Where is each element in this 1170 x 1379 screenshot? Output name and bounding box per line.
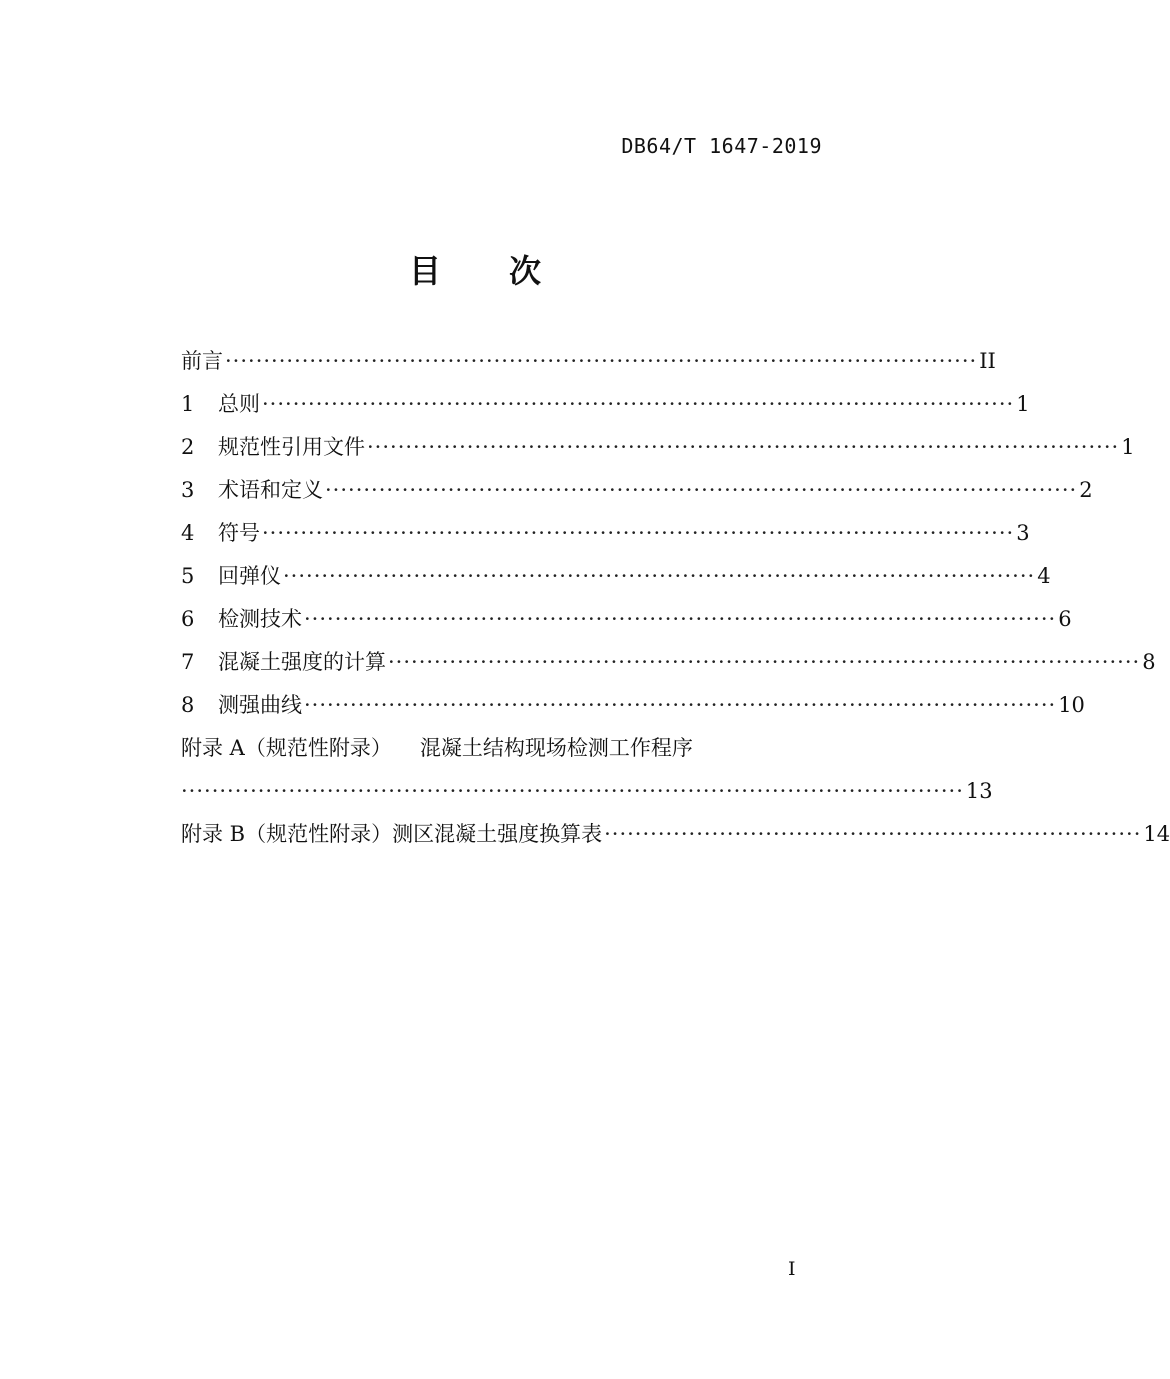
- toc-entry-label: 总则: [218, 392, 260, 416]
- toc-entry-number: 1: [181, 392, 195, 416]
- toc-leader-dots: ······································································································: [181, 779, 964, 803]
- toc-entry-page: 6: [1058, 607, 1072, 631]
- toc-entry-page: 3: [1016, 521, 1030, 545]
- toc-leader-dots: ··································································································: [367, 435, 1120, 459]
- toc-entry-page: 8: [1142, 650, 1156, 674]
- toc-entry-page: 1: [1016, 392, 1030, 416]
- toc-entry-7[interactable]: [181, 641, 1156, 684]
- toc-entry-label: 符号: [218, 521, 260, 545]
- toc-leader-dots: ··································································································: [262, 392, 1015, 416]
- appendix-b-prefix: 附录 B（规范性附录）: [181, 822, 393, 846]
- toc-entry-page: 10: [1058, 693, 1085, 717]
- toc-leader-dots: ··································································································: [325, 478, 1078, 502]
- toc-entry-3[interactable]: [181, 469, 1093, 512]
- toc-entry-8[interactable]: [181, 684, 1085, 727]
- toc-leader-dots: ··································································································: [262, 521, 1015, 545]
- toc-entry-label: 测强曲线: [218, 693, 302, 717]
- appendix-b-title: 测区混凝土强度换算表: [392, 822, 603, 846]
- appendix-a-prefix: 附录 A（规范性附录）: [181, 736, 392, 760]
- table-of-contents: [181, 340, 1170, 856]
- toc-entry-6[interactable]: [181, 598, 1072, 641]
- toc-entry-number: 5: [181, 564, 195, 588]
- toc-entry-number: 8: [181, 693, 195, 717]
- toc-entry-number: 4: [181, 521, 195, 545]
- toc-entry-number: 3: [181, 478, 195, 502]
- toc-entry-page: 1: [1121, 435, 1135, 459]
- toc-leader-dots: ··································································································: [304, 607, 1057, 631]
- page-number: I: [788, 1258, 796, 1280]
- toc-leader-dots: ··································································································: [304, 693, 1057, 717]
- toc-entry-appendix-b[interactable]: [181, 813, 1170, 856]
- toc-entry-number: 2: [181, 435, 195, 459]
- toc-entry-4[interactable]: [181, 512, 1030, 555]
- toc-entry-number: 6: [181, 607, 195, 631]
- toc-leader-dots: ······································································: [604, 822, 1142, 846]
- appendix-a-leader-line: [181, 770, 993, 813]
- appendix-a-page: 13: [965, 779, 993, 803]
- toc-entry-2[interactable]: [181, 426, 1135, 469]
- toc-entry-label: 回弹仪: [218, 564, 281, 588]
- toc-leader-dots: ··································································································: [283, 564, 1036, 588]
- toc-entry-label: 检测技术: [218, 607, 302, 631]
- toc-entry-label: 混凝土强度的计算: [218, 650, 386, 674]
- toc-title: [0, 246, 950, 292]
- toc-entry-foreword[interactable]: [181, 340, 996, 383]
- toc-entry-1[interactable]: [181, 383, 1030, 426]
- appendix-a-title-line: [181, 727, 814, 770]
- toc-leader-dots: ··································································································: [388, 650, 1141, 674]
- standard-code: DB64/T 1647-2019: [621, 134, 822, 158]
- toc-title-part2: 次: [509, 252, 542, 290]
- toc-entry-label: 术语和定义: [218, 478, 323, 502]
- toc-title-part1: 目: [408, 252, 441, 290]
- toc-entry-label: 规范性引用文件: [218, 435, 365, 459]
- toc-entry-label: 前言: [181, 349, 223, 373]
- toc-leader-dots: ··································································································: [225, 349, 978, 373]
- appendix-a-title: 混凝土结构现场检测工作程序: [419, 736, 693, 760]
- appendix-b-page: 14: [1143, 822, 1170, 846]
- toc-entry-5[interactable]: [181, 555, 1051, 598]
- toc-entry-page: II: [979, 349, 996, 373]
- toc-entry-number: 7: [181, 650, 195, 674]
- toc-entry-appendix-a[interactable]: [181, 727, 993, 813]
- toc-entry-page: 2: [1079, 478, 1093, 502]
- toc-entry-page: 4: [1037, 564, 1051, 588]
